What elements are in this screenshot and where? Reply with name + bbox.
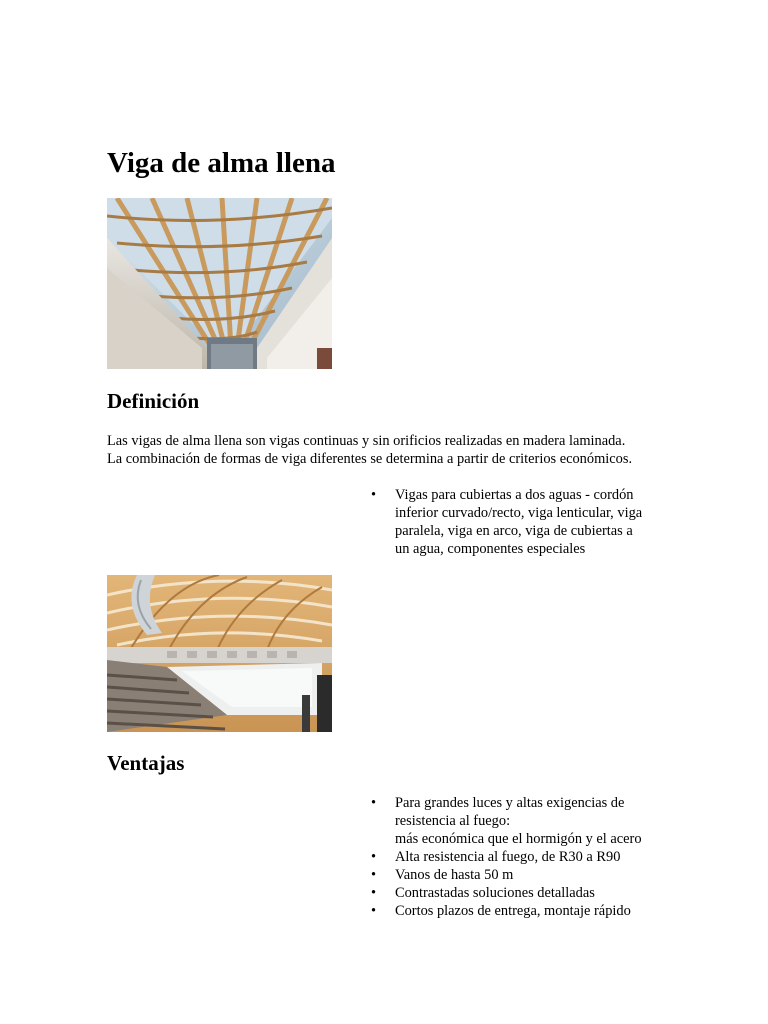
list-item-line: Vanos de hasta 50 m [395, 867, 514, 883]
list-item-line: paralela, viga en arco, viga de cubiertas a [395, 523, 633, 539]
list-item-line: resistencia al fuego: [395, 813, 511, 829]
definition-paragraph [107, 432, 687, 468]
bullet-marker: • [371, 795, 377, 811]
list-item [371, 884, 671, 902]
list-item-line: un agua, componentes especiales [395, 541, 586, 557]
list-item-line: Vigas para cubiertas a dos aguas - cordón [395, 487, 634, 503]
bullet-marker: • [371, 885, 377, 901]
list-item [371, 902, 671, 920]
photo-glass-roof-timber-beams [107, 198, 332, 369]
list-item [371, 486, 671, 558]
beam-types-list [371, 486, 671, 558]
paragraph-line: Las vigas de alma llena son vigas continuas y sin orificios realizadas en madera laminada. [107, 433, 626, 449]
list-item-line: Contrastadas soluciones detalladas [395, 885, 595, 901]
list-item [371, 866, 671, 884]
list-item-line: inferior curvado/recto, viga lenticular, viga [395, 505, 643, 521]
advantages-list [371, 794, 671, 920]
list-item [371, 794, 671, 848]
list-item-line: más económica que el hormigón y el acero [395, 831, 642, 847]
list-item-line: Alta resistencia al fuego, de R30 a R90 [395, 849, 621, 865]
bullet-marker: • [371, 903, 377, 919]
page-title: Viga de alma llena [107, 147, 336, 179]
paragraph-line: La combinación de formas de viga diferentes se determina a partir de criterios económicos. [107, 451, 633, 467]
bullet-marker: • [371, 487, 377, 503]
list-item-line: Cortos plazos de entrega, montaje rápido [395, 903, 631, 919]
photo-arena-timber-roof [107, 575, 332, 732]
list-item [371, 848, 671, 866]
list-item-line: Para grandes luces y altas exigencias de [395, 795, 625, 811]
definition-heading: Definición [107, 389, 200, 413]
bullet-marker: • [371, 867, 377, 883]
bullet-marker: • [371, 849, 377, 865]
advantages-heading: Ventajas [107, 751, 185, 775]
